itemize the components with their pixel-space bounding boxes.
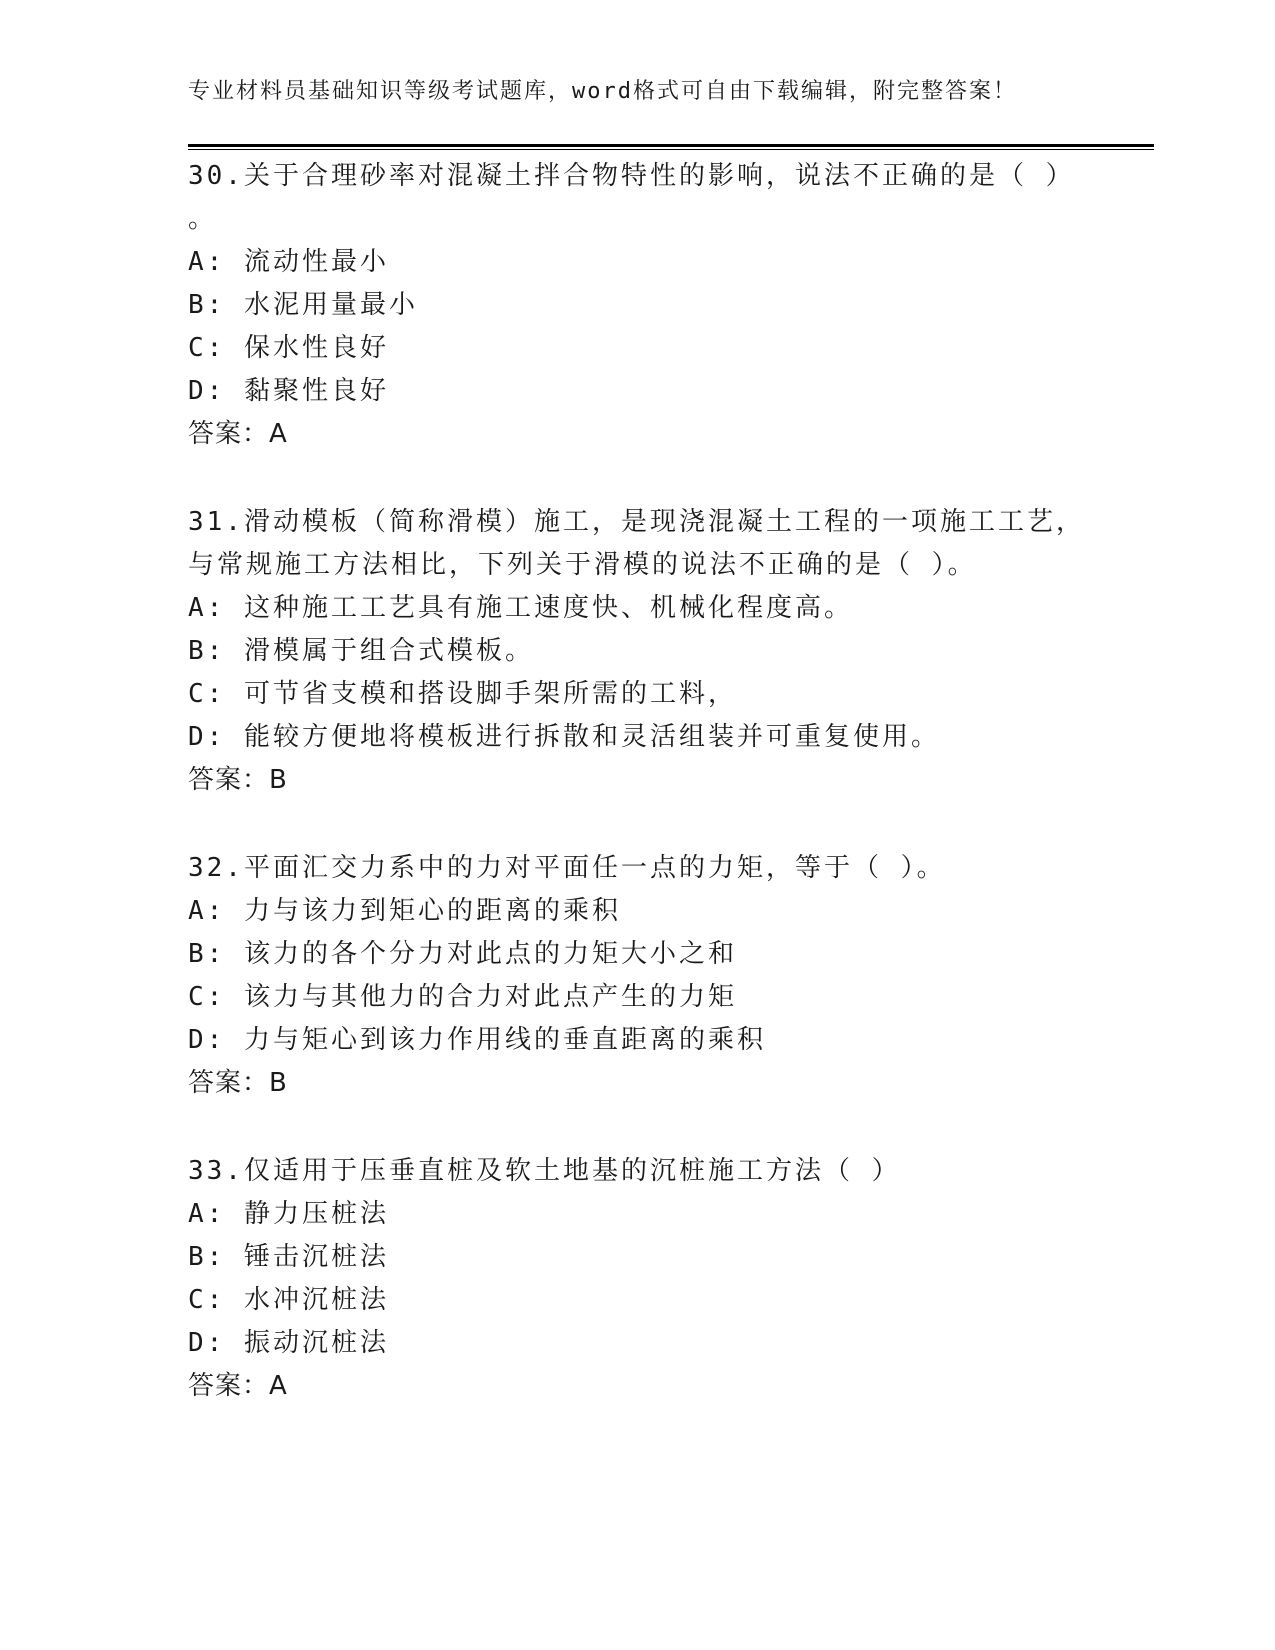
option-a: A: 力与该力到矩心的距离的乘积 (188, 896, 621, 926)
option-a: A: 静力压桩法 (188, 1199, 389, 1229)
answer-label: 答案： (188, 1068, 270, 1098)
answer-value: B (269, 1068, 287, 1098)
answer-value: B (269, 765, 287, 795)
answer (188, 1063, 287, 1103)
header-divider (188, 144, 1154, 150)
answer (188, 760, 287, 800)
option-d: D: 振动沉桩法 (188, 1328, 389, 1358)
option-d: D: 黏聚性良好 (188, 376, 389, 406)
answer-value: A (269, 1371, 287, 1401)
answer-label: 答案： (188, 765, 270, 795)
answer-label: 答案： (188, 1371, 270, 1401)
question-text: 32.平面汇交力系中的力对平面任一点的力矩，等于（ ）。 (188, 853, 946, 883)
option-b: B: 滑模属于组合式模板。 (188, 636, 534, 666)
question-text: 33.仅适用于压垂直桩及软土地基的沉桩施工方法（ ） (188, 1156, 901, 1186)
option-b: B: 锤击沉桩法 (188, 1242, 389, 1272)
option-c: C: 水冲沉桩法 (188, 1285, 389, 1315)
answer (188, 414, 287, 454)
question-text: 。 (188, 204, 218, 234)
answer (188, 1366, 287, 1406)
option-c: C: 该力与其他力的合力对此点产生的力矩 (188, 982, 737, 1012)
option-d: D: 能较方便地将模板进行拆散和灵活组装并可重复使用。 (188, 722, 940, 752)
question-text: 31.滑动模板（简称滑模）施工，是现浇混凝土工程的一项施工工艺， (188, 507, 1085, 537)
option-a: A: 流动性最小 (188, 247, 389, 277)
option-c: C: 可节省支模和搭设脚手架所需的工料， (188, 679, 737, 709)
option-c: C: 保水性良好 (188, 333, 389, 363)
option-b: B: 该力的各个分力对此点的力矩大小之和 (188, 939, 737, 969)
option-d: D: 力与矩心到该力作用线的垂直距离的乘积 (188, 1025, 766, 1055)
question-text: 30.关于合理砂率对混凝土拌合物特性的影响，说法不正确的是（ ） (188, 161, 1075, 191)
question-text: 与常规施工方法相比，下列关于滑模的说法不正确的是（ ）。 (188, 550, 977, 580)
answer-label: 答案： (188, 419, 270, 449)
option-b: B: 水泥用量最小 (188, 290, 418, 320)
answer-value: A (269, 419, 287, 449)
page-header: 专业材料员基础知识等级考试题库，word格式可自由下载编辑，附完整答案！ (188, 79, 1017, 104)
option-a: A: 这种施工工艺具有施工速度快、机械化程度高。 (188, 593, 853, 623)
